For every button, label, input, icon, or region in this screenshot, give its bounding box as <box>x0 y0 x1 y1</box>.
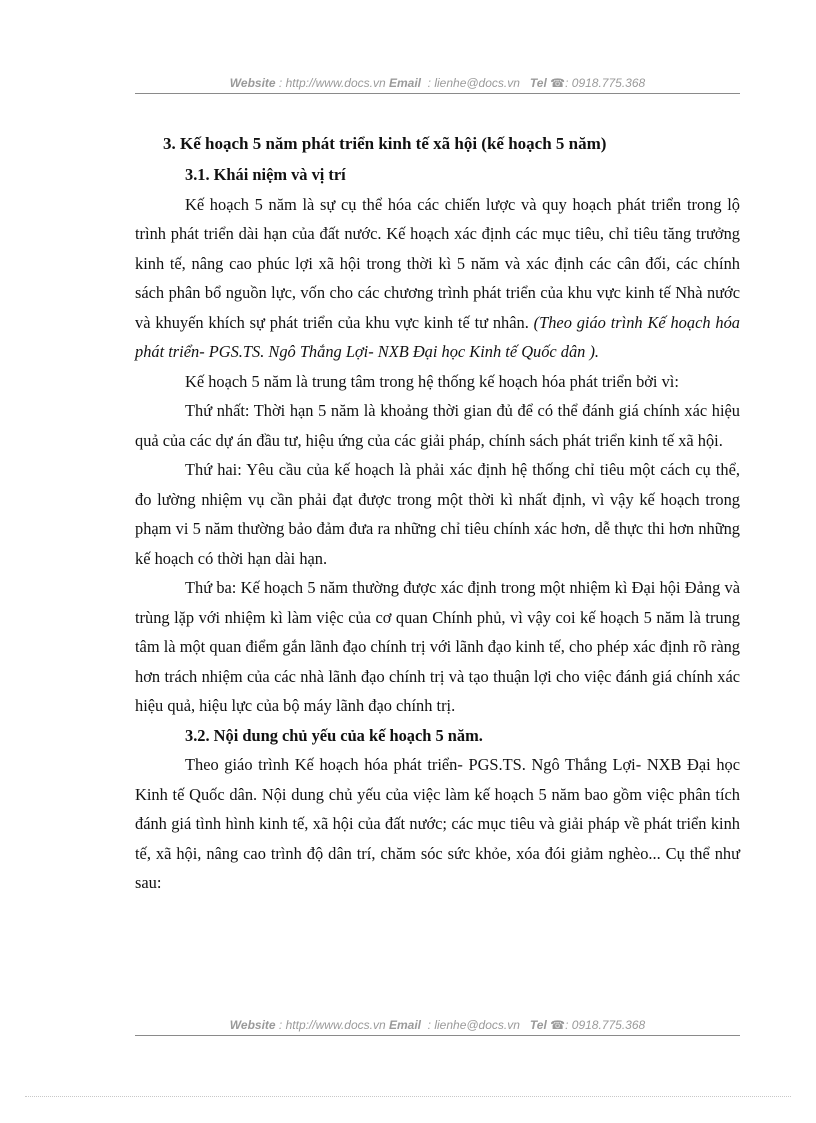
paragraph-second-reason: Thứ hai: Yêu cầu của kế hoạch là phải xác định hệ thống chỉ tiêu một cách cụ thể, đo lường nhiệm vụ cần phải đạt được trong một thời kì nhất định, vì vậy kế hoạch trong phạm vi 5 năm thường bảo đảm đưa ra những chỉ tiêu chính xác hơn, dễ thực thi hơn những kế hoạch có thời hạn dài hạn. <box>135 460 740 568</box>
paragraph-first-reason: Thứ nhất: Thời hạn 5 năm là khoảng thời gian đủ để có thể đánh giá chính xác hiệu quả của các dự án đầu tư, hiệu ứng của các giải pháp, chính sách phát triển kinh tế xã hội. <box>135 401 740 450</box>
phone-icon: ☎ <box>550 76 566 90</box>
header-tel-number: : 0918.775.368 <box>565 76 646 90</box>
subsection-heading-concept: 3.1. Khái niệm và vị trí <box>185 165 346 184</box>
header-website-label: Website <box>229 76 276 90</box>
paragraph-definition-text: Kế hoạch 5 năm là sự cụ thể hóa các chiến lược và quy hoạch phát triển trong lộ trình phát triển dài hạn của đất nước. Kế hoạch xác định các mục tiêu, chỉ tiêu tăng trưởng kinh tế, nâng cao phúc lợi xã hội trong thời kì 5 năm và xác định các cân đối, các chính sách phân bổ nguồn lực, vốn cho các chương trình phát triển của khu vực kinh tế Nhà nước và khuyến khích sự phát triển của khu vực kinh tế tư nhân. <box>135 194 740 332</box>
citation: (Theo giáo trình Kế hoạch hóa phát triển- PGS.TS. Ngô Thắng Lợi- NXB Đại học Kinh tế Quốc dân ). <box>135 312 740 361</box>
page-header <box>135 76 740 94</box>
footer-website-label: Website <box>229 1018 276 1032</box>
paragraph-main-content: Theo giáo trình Kế hoạch hóa phát triển- PGS.TS. Ngô Thắng Lợi- NXB Đại học Kinh tế Quốc dân. Nội dung chủ yếu của việc làm kế hoạch 5 năm bao gồm việc phân tích đánh giá tình hình kinh tế, xã hội của đất nước; các mục tiêu và giải pháp về phát triển kinh tế, xã hội, nâng cao trình độ dân trí, chăm sóc sức khỏe, xóa đói giảm nghèo... Cụ thể như sau: <box>135 755 740 892</box>
footer-tel-number: : 0918.775.368 <box>565 1018 646 1032</box>
document-body <box>135 128 740 898</box>
paragraph-third-reason: Thứ ba: Kế hoạch 5 năm thường được xác định trong một nhiệm kì Đại hội Đảng và trùng lặp với nhiệm kì làm việc của cơ quan Chính phủ, vì vậy coi kế hoạch 5 năm là trung tâm là một quan điểm gắn lãnh đạo chính trị với lãnh đạo kinh tế, cho phép xác định rõ ràng hơn trách nhiệm của các nhà lãnh đạo chính trị và tạo thuận lợi cho việc đánh giá chính xác hiệu quả, hiệu lực của bộ máy lãnh đạo chính trị. <box>135 578 740 715</box>
header-website-url[interactable]: : http://www.docs.vn <box>275 76 389 90</box>
footer-website-url[interactable]: : http://www.docs.vn <box>275 1018 389 1032</box>
header-email-label: Email <box>388 76 421 90</box>
paragraph-definition <box>135 190 740 367</box>
header-tel-label: Tel <box>529 76 547 90</box>
footer-email-address[interactable]: : lienhe@docs.vn <box>421 1018 530 1032</box>
paragraph-central-role: Kế hoạch 5 năm là trung tâm trong hệ thống kế hoạch hóa phát triển bởi vì: <box>185 371 679 391</box>
subsection-heading-content: 3.2. Nội dung chủ yếu của kế hoạch 5 năm. <box>185 725 483 745</box>
page-footer <box>135 1018 740 1036</box>
page-bottom-divider <box>25 1096 791 1097</box>
phone-icon: ☎ <box>550 1018 566 1032</box>
footer-email-label: Email <box>388 1018 421 1032</box>
section-heading: 3. Kế hoạch 5 năm phát triển kinh tế xã hội (kế hoạch 5 năm) <box>163 134 607 153</box>
header-email-address[interactable]: : lienhe@docs.vn <box>421 76 530 90</box>
header-rule <box>135 93 740 94</box>
footer-rule <box>135 1035 740 1036</box>
footer-tel-label: Tel <box>529 1018 547 1032</box>
